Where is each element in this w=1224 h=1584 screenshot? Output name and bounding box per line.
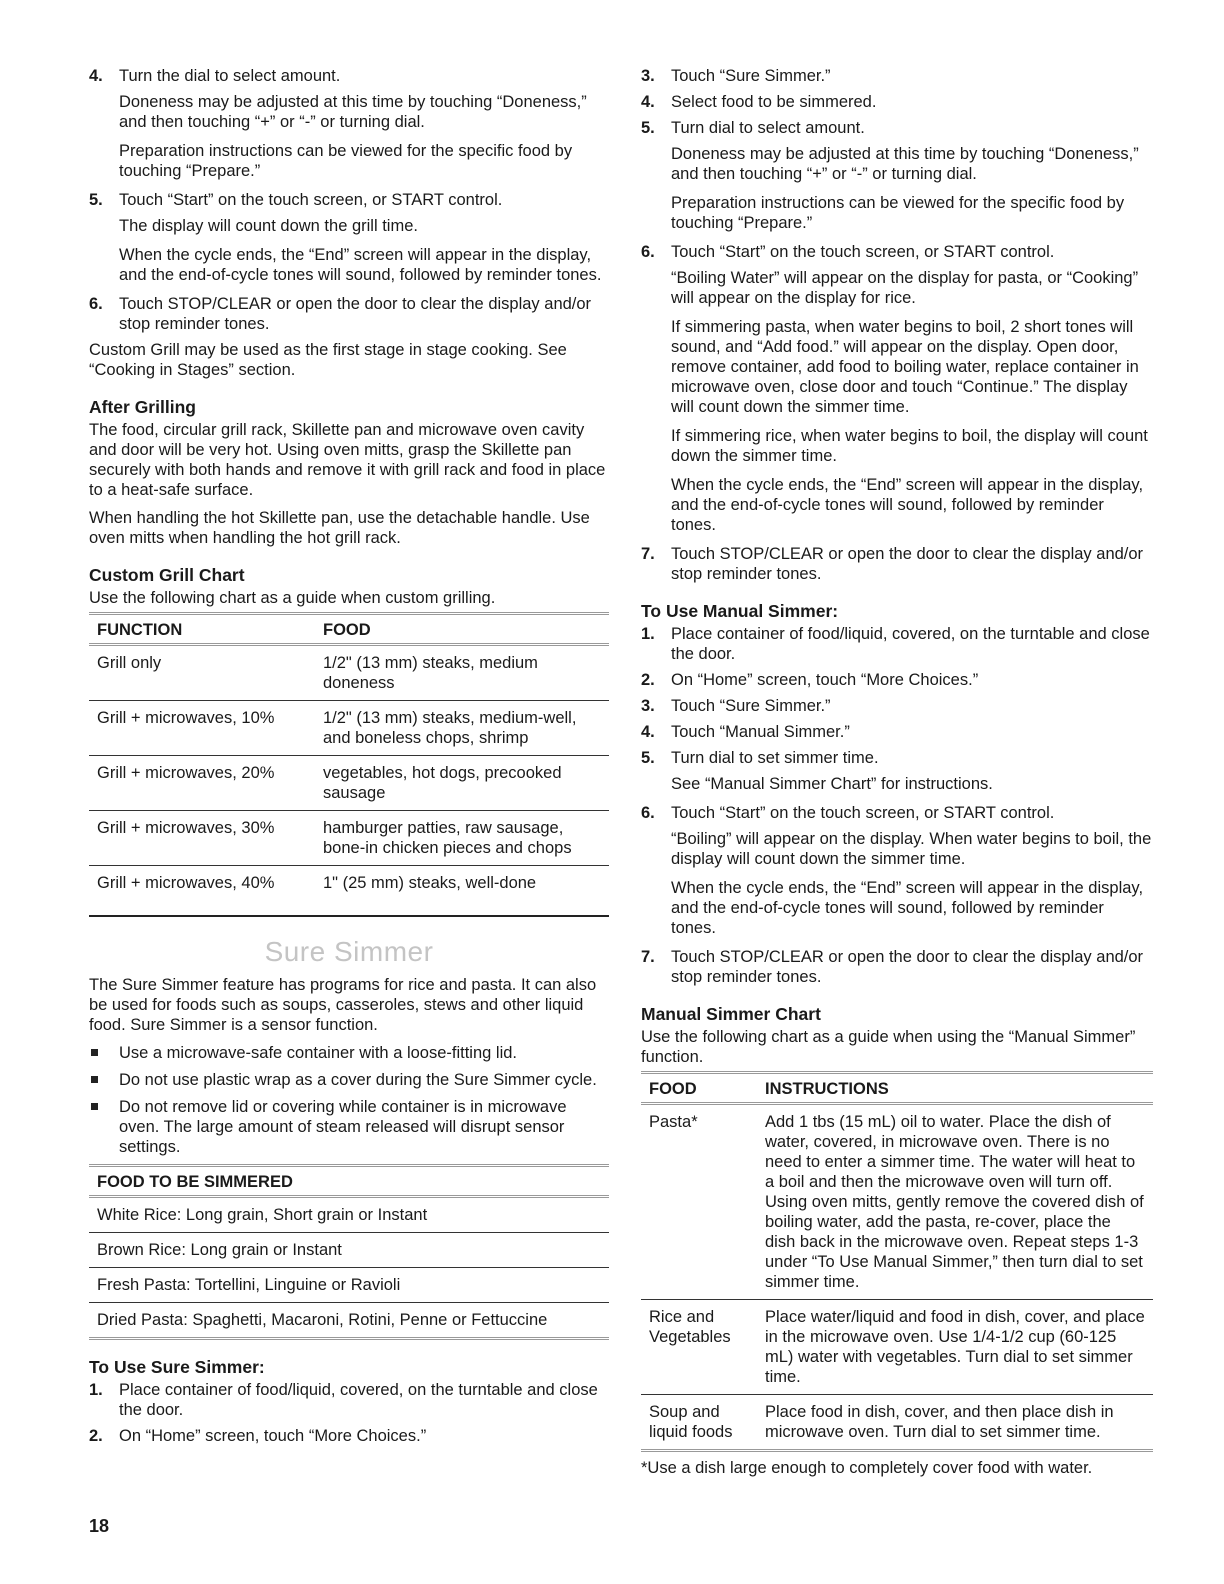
bullet-item: Do not remove lid or covering while container is in microwave oven. The large amount of steam released will disrupt sensor settings. bbox=[89, 1097, 609, 1157]
table-row bbox=[641, 1104, 1153, 1300]
step-item bbox=[89, 190, 609, 210]
table-cell: Add 1 tbs (15 mL) oil to water. Place the dish of water, covered, in microwave oven. There is no need to enter a simmer time. The water will heat to a boil and then the microwave oven will turn off. Using oven mitts, gently remove the covered dish of boiling water, add the pasta, re-cover, place the dish back in the microwave oven. Repeat steps 1-3 under “To Use Manual Simmer,” then turn dial to set simmer time. bbox=[757, 1104, 1153, 1300]
page-number: 18 bbox=[89, 1516, 110, 1536]
step-number: 5. bbox=[641, 749, 655, 767]
footnote: *Use a dish large enough to completely cover food with water. bbox=[641, 1459, 1093, 1477]
step-detail: When the cycle ends, the “End” screen will appear in the display, and the end-of-cycle tones will sound, followed by reminder tones. bbox=[671, 476, 1144, 534]
table-row bbox=[89, 1233, 609, 1268]
step-text: Touch “Start” on the touch screen, or START control. bbox=[671, 243, 1055, 261]
step-item bbox=[641, 242, 1153, 262]
manual-simmer-table bbox=[641, 1071, 1153, 1452]
step-number: 1. bbox=[641, 625, 655, 643]
step-detail: If simmering rice, when water begins to boil, the display will count down the simmer time. bbox=[671, 427, 1148, 465]
table-row bbox=[641, 1395, 1153, 1451]
step-item bbox=[641, 92, 1153, 112]
table-cell: 1/2" (13 mm) steaks, medium doneness bbox=[315, 645, 609, 701]
food-to-be-simmered-table bbox=[89, 1164, 609, 1340]
custom-grill-note: Custom Grill may be used as the first stage in stage cooking. See “Cooking in Stages” section. bbox=[89, 341, 567, 379]
right-column bbox=[641, 66, 1153, 1486]
manual-simmer-chart-intro: Use the following chart as a guide when using the “Manual Simmer” function. bbox=[641, 1028, 1136, 1066]
sure-simmer-title: Sure Simmer bbox=[264, 936, 434, 967]
step-number: 3. bbox=[641, 67, 655, 85]
step-text: Touch “Start” on the touch screen, or START control. bbox=[671, 804, 1055, 822]
table-row bbox=[89, 701, 609, 756]
step-item bbox=[89, 66, 609, 86]
column-header: INSTRUCTIONS bbox=[757, 1073, 1153, 1104]
step-text: Touch “Start” on the touch screen, or START control. bbox=[119, 191, 503, 209]
step-detail: Doneness may be adjusted at this time by touching “Doneness,” and then touching “+” or “-” or turning dial. bbox=[119, 93, 587, 131]
step-detail: When the cycle ends, the “End” screen will appear in the display, and the end-of-cycle tones will sound, followed by reminder tones. bbox=[671, 879, 1144, 937]
grill-steps bbox=[89, 66, 609, 334]
step-text: Touch “Manual Simmer.” bbox=[671, 723, 850, 741]
step-number: 3. bbox=[641, 697, 655, 715]
step-detail: Doneness may be adjusted at this time by touching “Doneness,” and then touching “+” or “-” or turning dial. bbox=[671, 145, 1139, 183]
table-cell: Dried Pasta: Spaghetti, Macaroni, Rotini, Penne or Fettuccine bbox=[89, 1303, 609, 1339]
column-header: FOOD bbox=[641, 1073, 757, 1104]
manual-simmer-steps bbox=[641, 624, 1153, 987]
table-row bbox=[89, 811, 609, 866]
sure-simmer-steps bbox=[89, 1380, 609, 1446]
step-detail: “Boiling” will appear on the display. When water begins to boil, the display will count down the simmer time. bbox=[671, 830, 1152, 868]
step-detail: If simmering pasta, when water begins to boil, 2 short tones will sound, and “Add food.” will appear on the display. Open door, remove container, add food to boiling water, replace container in microwave oven, close door and touch “Continue.” The display will count down the simmer time. bbox=[671, 318, 1139, 416]
bullet-item: Use a microwave-safe container with a loose-fitting lid. bbox=[89, 1043, 609, 1063]
step-text: On “Home” screen, touch “More Choices.” bbox=[671, 671, 979, 689]
table-row bbox=[89, 756, 609, 811]
step-text: Turn dial to set simmer time. bbox=[671, 749, 879, 767]
step-number: 4. bbox=[641, 723, 655, 741]
step-detail: The display will count down the grill time. bbox=[119, 217, 418, 235]
left-column bbox=[89, 66, 609, 1452]
step-text: Touch STOP/CLEAR or open the door to clear the display and/or stop reminder tones. bbox=[671, 545, 1144, 583]
step-number: 6. bbox=[89, 295, 103, 313]
step-detail: Preparation instructions can be viewed for the specific food by touching “Prepare.” bbox=[119, 142, 573, 180]
step-text: Touch STOP/CLEAR or open the door to clear the display and/or stop reminder tones. bbox=[119, 295, 592, 333]
step-text: Touch “Sure Simmer.” bbox=[671, 67, 831, 85]
table-cell: Place food in dish, cover, and then place dish in microwave oven. Turn dial to set simmer time. bbox=[757, 1395, 1153, 1451]
table-cell: Fresh Pasta: Tortellini, Linguine or Ravioli bbox=[89, 1268, 609, 1303]
table-cell: Soup and liquid foods bbox=[641, 1395, 757, 1451]
table-cell: Place water/liquid and food in dish, cover, and place in the microwave oven. Use 1/4-1/2 cup (60-125 mL) water with vegetables. Turn dial to set simmer time. bbox=[757, 1300, 1153, 1395]
sure-simmer-steps-continued bbox=[641, 66, 1153, 584]
step-item bbox=[641, 748, 1153, 768]
step-item bbox=[641, 544, 1153, 584]
step-number: 4. bbox=[641, 93, 655, 111]
step-text: Turn dial to select amount. bbox=[671, 119, 865, 137]
step-item bbox=[641, 118, 1153, 138]
step-item bbox=[641, 670, 1153, 690]
after-grilling-paragraph: The food, circular grill rack, Skillette pan and microwave oven cavity and door will be very hot. Using oven mitts, grasp the Skillette pan securely with both hands and remove it with grill rack and food in place to a heat-safe surface. bbox=[89, 421, 606, 499]
table-cell: 1" (25 mm) steaks, well-done bbox=[315, 866, 609, 917]
step-number: 2. bbox=[89, 1427, 103, 1445]
step-text: Touch STOP/CLEAR or open the door to clear the display and/or stop reminder tones. bbox=[671, 948, 1144, 986]
to-use-sure-simmer-heading: To Use Sure Simmer: bbox=[89, 1357, 265, 1377]
step-text: Touch “Sure Simmer.” bbox=[671, 697, 831, 715]
step-item bbox=[89, 294, 609, 334]
table-row bbox=[89, 645, 609, 701]
step-number: 7. bbox=[641, 545, 655, 563]
step-detail: See “Manual Simmer Chart” for instructions. bbox=[671, 775, 993, 793]
step-item bbox=[641, 803, 1153, 823]
step-detail: “Boiling Water” will appear on the display for pasta, or “Cooking” will appear on the display for rice. bbox=[671, 269, 1139, 307]
sure-simmer-intro: The Sure Simmer feature has programs for rice and pasta. It can also be used for foods such as soups, casseroles, stews and other liquid food. Sure Simmer is a sensor function. bbox=[89, 976, 597, 1034]
table-cell: White Rice: Long grain, Short grain or Instant bbox=[89, 1197, 609, 1233]
after-grilling-paragraph: When handling the hot Skillette pan, use the detachable handle. Use oven mitts when handling the hot grill rack. bbox=[89, 509, 590, 547]
column-header: FOOD bbox=[315, 614, 609, 645]
table-cell: Pasta* bbox=[641, 1104, 757, 1300]
table-cell: Grill only bbox=[89, 645, 315, 701]
manual-simmer-chart-heading: Manual Simmer Chart bbox=[641, 1004, 821, 1024]
table-cell: 1/2" (13 mm) steaks, medium-well, and boneless chops, shrimp bbox=[315, 701, 609, 756]
table-cell: vegetables, hot dogs, precooked sausage bbox=[315, 756, 609, 811]
step-item bbox=[641, 66, 1153, 86]
step-item bbox=[641, 722, 1153, 742]
step-number: 5. bbox=[641, 119, 655, 137]
sure-simmer-bullets bbox=[89, 1043, 609, 1157]
step-text: Turn the dial to select amount. bbox=[119, 67, 341, 85]
step-item bbox=[641, 947, 1153, 987]
step-number: 1. bbox=[89, 1381, 103, 1399]
step-number: 7. bbox=[641, 948, 655, 966]
table-cell: Rice and Vegetables bbox=[641, 1300, 757, 1395]
step-number: 4. bbox=[89, 67, 103, 85]
step-item bbox=[641, 624, 1153, 664]
table-row bbox=[89, 1197, 609, 1233]
step-number: 6. bbox=[641, 243, 655, 261]
step-text: Place container of food/liquid, covered, on the turntable and close the door. bbox=[671, 625, 1150, 663]
step-text: On “Home” screen, touch “More Choices.” bbox=[119, 1427, 427, 1445]
table-row bbox=[89, 1303, 609, 1339]
table-cell: Grill + microwaves, 30% bbox=[89, 811, 315, 866]
table-row bbox=[89, 1268, 609, 1303]
step-text: Place container of food/liquid, covered, on the turntable and close the door. bbox=[119, 1381, 598, 1419]
step-item bbox=[89, 1380, 609, 1420]
step-number: 6. bbox=[641, 804, 655, 822]
step-detail: Preparation instructions can be viewed for the specific food by touching “Prepare.” bbox=[671, 194, 1125, 232]
table-row bbox=[89, 866, 609, 917]
step-detail: When the cycle ends, the “End” screen will appear in the display, and the end-of-cycle tones will sound, followed by reminder tones. bbox=[119, 246, 602, 284]
column-header: FUNCTION bbox=[89, 614, 315, 645]
custom-grill-chart-heading: Custom Grill Chart bbox=[89, 565, 245, 585]
step-number: 2. bbox=[641, 671, 655, 689]
step-number: 5. bbox=[89, 191, 103, 209]
table-cell: hamburger patties, raw sausage, bone-in chicken pieces and chops bbox=[315, 811, 609, 866]
table-cell: Grill + microwaves, 20% bbox=[89, 756, 315, 811]
column-header: FOOD TO BE SIMMERED bbox=[89, 1166, 609, 1197]
bullet-item: Do not use plastic wrap as a cover during the Sure Simmer cycle. bbox=[89, 1070, 609, 1090]
table-cell: Brown Rice: Long grain or Instant bbox=[89, 1233, 609, 1268]
table-cell: Grill + microwaves, 10% bbox=[89, 701, 315, 756]
step-item bbox=[89, 1426, 609, 1446]
to-use-manual-simmer-heading: To Use Manual Simmer: bbox=[641, 601, 839, 621]
table-cell: Grill + microwaves, 40% bbox=[89, 866, 315, 917]
step-item bbox=[641, 696, 1153, 716]
custom-grill-chart-intro: Use the following chart as a guide when custom grilling. bbox=[89, 589, 496, 607]
table-row bbox=[641, 1300, 1153, 1395]
after-grilling-heading: After Grilling bbox=[89, 397, 196, 417]
custom-grill-table bbox=[89, 612, 609, 917]
step-text: Select food to be simmered. bbox=[671, 93, 877, 111]
